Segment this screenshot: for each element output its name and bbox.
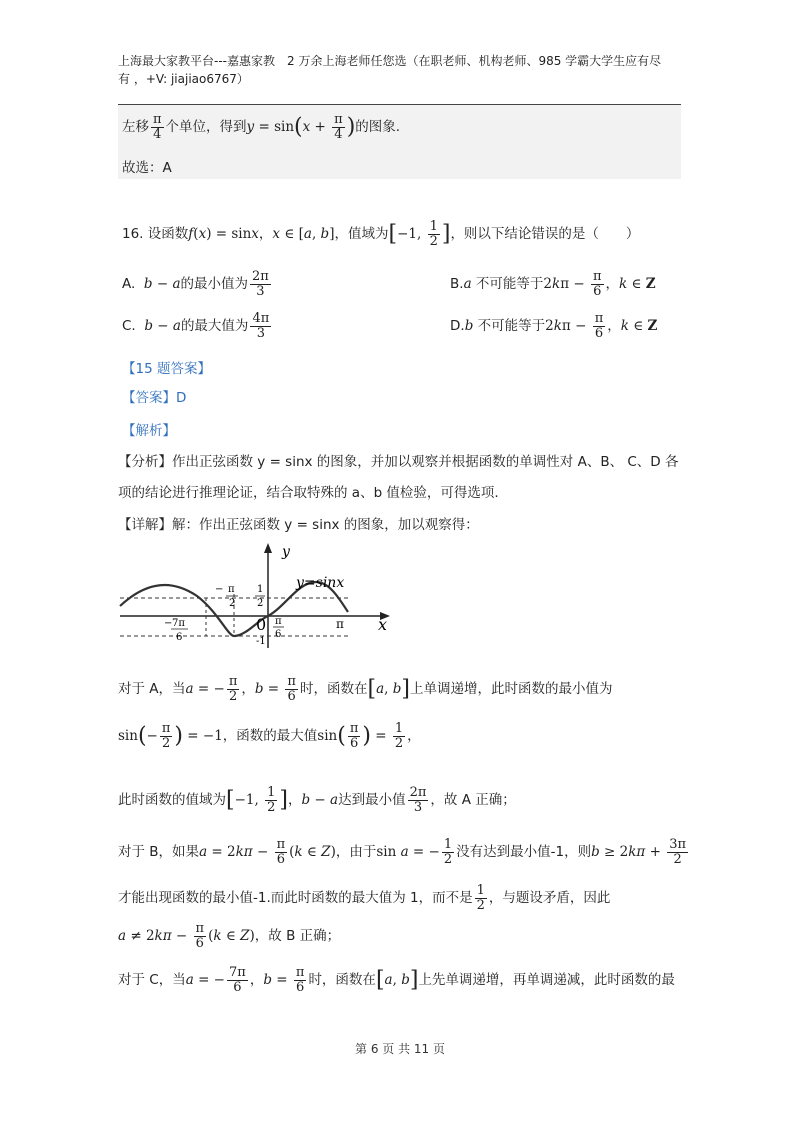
header-line-2: 有 ，+V: jiajiao6767） xyxy=(118,72,249,86)
b-line-1: 对于 B，如果a = 2kπ − $\frac{\pi}{6}$ (k ∈ Z)，由于sin a = − $\frac{1}{2}$ 没有达到最小值-1，则b ≥ 2kπ + $\frac{3\pi}{2}$ xyxy=(118,837,687,867)
y-axis-arrow xyxy=(264,543,272,553)
previous-shift-line: 左移 $\frac{\pi}{4}$ 个单位，得到y = sin(x + $\frac{\pi}{4}$ )的图象. xyxy=(122,112,401,142)
tick-neg-pi2-den: 2 xyxy=(229,598,236,609)
c-line-1: 对于 C，当a = − $\frac{7\pi}{6}$ ，b = $\frac{\pi}{6}$ 时，函数在[a, b]上先单调递增，再单调递减，此时函数的最 xyxy=(118,965,675,995)
tick-neg1: -1 xyxy=(256,636,266,647)
a-line-1: 对于 A，当a = − $\frac{\pi}{2}$ ，b = $\frac{\pi}{6}$ 时，函数在[a, b]上单调递增，此时函数的最小值为 xyxy=(118,674,613,704)
detail-line: 【详解】解：作出正弦函数 y = sinx 的图象，加以观察得： xyxy=(118,517,479,533)
analysis-tag: 【解析】 xyxy=(122,423,176,439)
previous-answer: 故选：A xyxy=(122,160,172,176)
tick-neg-7pi6-den: 6 xyxy=(176,632,183,643)
b-line-2: 才能出现函数的最小值-1.而此时函数的最大值为 1，而不是 $\frac{1}{2}$ ，与题设矛盾，因此 xyxy=(118,883,611,913)
tick-pi: π xyxy=(336,617,344,631)
tick-pi6-num: π xyxy=(275,616,282,627)
a-line-2: sin(− $\frac{\pi}{2}$ ) = −1，函数的最大值sin( $\frac{\pi}{6}$ ) = $\frac{1}{2}$ ， xyxy=(118,721,421,751)
function-label: y=sinx xyxy=(296,575,345,591)
question-stem: 16. 设函数f(x) = sinx，x ∈ [a, b]，值域为[−1, $\frac{1}{2}$ ]，则以下结论错误的是（ ） xyxy=(122,219,640,249)
x-axis-label: x xyxy=(378,615,388,634)
page-footer: 第 6 页 共 11 页 xyxy=(355,1042,445,1056)
section-tag: 【15 题答案】 xyxy=(122,361,211,377)
analysis-line-1: 【分析】作出正弦函数 y = sinx 的图象，并加以观察并根据函数的单调性对 A、B、 C、D 各 xyxy=(118,454,679,470)
tick-neg-7pi6-minus: − xyxy=(164,618,173,629)
sine-graph xyxy=(118,540,398,652)
analysis-line-2: 项的结论进行推理论证，结合取特殊的 a、b 值检验，可得选项. xyxy=(118,485,499,501)
tick-half-num: 1 xyxy=(257,584,264,595)
tick-neg-pi2-minus: − xyxy=(215,584,224,595)
b-line-3: a ≠ 2kπ − $\frac{\pi}{6}$ (k ∈ Z)，故 B 正确； xyxy=(118,921,341,951)
option-c: C. b − a的最大值为 $\frac{4\pi}{3}$ xyxy=(122,311,270,341)
range-line: 此时函数的值域为[−1, $\frac{1}{2}$ ]，b − a达到最小值 $\frac{2\pi}{3}$ ，故 A 正确； xyxy=(118,785,516,815)
tick-half-den: 2 xyxy=(257,598,264,609)
page-header xyxy=(118,52,688,88)
origin-label: 0 xyxy=(256,615,267,634)
tick-pi6-den: 6 xyxy=(275,629,282,640)
option-b: B.a 不可能等于2kπ − $\frac{\pi}{6}$ ，k ∈ Z xyxy=(450,269,656,299)
option-d: D.b 不可能等于2kπ − $\frac{\pi}{6}$ ，k ∈ Z xyxy=(450,311,658,341)
tick-neg-pi2-num: π xyxy=(228,584,235,595)
answer-tag: 【答案】D xyxy=(122,390,187,406)
tick-neg-7pi6-num: 7π xyxy=(172,618,185,629)
option-a: A. b − a的最小值为 $\frac{2\pi}{3}$ xyxy=(122,269,269,299)
y-axis-label: y xyxy=(282,544,290,560)
header-line-1: 上海最大家教平台---嘉惠家教 2 万余上海老师任您选（在职老师、机构老师、985 学霸大学生应有尽 xyxy=(118,54,662,68)
